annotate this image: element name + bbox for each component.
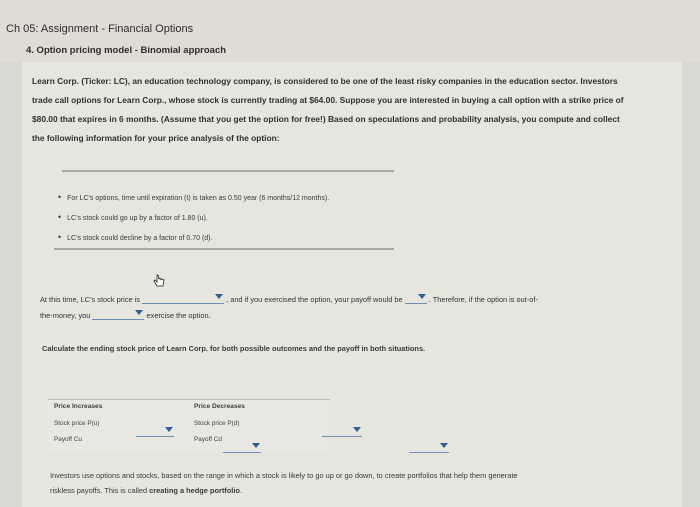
row-label-payoff-down: Payoff Cd [194,436,222,443]
payoff-up-dropdown[interactable] [223,442,261,453]
row-label-payoff-up: Payoff Cu [54,436,82,443]
hedge-portfolio-term: creating a hedge portfolio [149,486,240,495]
question-text: , and if you exercised the option, your payoff would be [226,295,403,304]
chevron-down-icon [418,294,426,299]
intro-line: $80.00 that expires in 6 months. (Assume that you get the option for free!) Based on speculations and probability analysis, you compute and collect [32,114,620,124]
chevron-down-icon [135,310,143,315]
col-header-increase: Price Increases [54,403,103,410]
chevron-down-icon [440,443,448,448]
stock-price-dropdown[interactable] [142,293,224,304]
calc-instruction: Calculate the ending stock price of Learn Corp. for both possible outcomes and the payoff in both situations. [42,344,426,353]
list-item: • LC's stock could go up by a factor of 1.80 (u). [58,208,329,228]
assignment-header [0,0,700,62]
footer-text-prefix: riskless payoffs. This is called [50,486,148,495]
footer-line: Investors use options and stocks, based on the range in which a stock is likely to go up or go down, to create portfolios that help them generate [50,471,518,480]
section-title: 4. Option pricing model - Binomial approach [26,45,227,56]
question-text: exercise the option. [146,311,211,320]
payoff-down-dropdown[interactable] [409,442,449,453]
chevron-down-icon [215,294,223,299]
question-sentence-cont [40,309,680,320]
chevron-down-icon [165,427,173,432]
footer-text [50,468,670,498]
list-item: • For LC's options, time until expiration (t) is taken as 0.50 year (6 months/12 months). [58,188,329,208]
footer-text-suffix: . [239,486,242,495]
question-sentence [40,293,680,304]
row-label-stock-down: Stock price P(d) [194,420,240,427]
question-text: . Therefore, if the option is out-of- [428,295,538,304]
question-panel [22,62,682,507]
col-header-decrease: Price Decreases [194,403,245,410]
hand-cursor-icon [153,274,165,288]
assignment-title: Ch 05: Assignment - Financial Options [6,23,194,35]
chevron-down-icon [252,443,260,448]
assumptions-list [42,188,329,248]
row-label-stock-up: Stock price P(u) [54,420,100,427]
chevron-down-icon [353,427,361,432]
divider [54,248,394,250]
intro-paragraph [32,72,680,148]
intro-line: trade call options for Learn Corp., whose stock is currently trading at $64.00. Suppose you are interested in buying a call option with a strike price of [32,95,624,105]
payoff-dropdown[interactable] [405,293,427,304]
payoff-table [48,399,330,452]
footer-line [50,483,670,498]
intro-line: Learn Corp. (Ticker: LC), an education technology company, is considered to be one of the least risky companies in the education sector. Investors [32,76,618,86]
stock-price-down-dropdown[interactable] [322,426,362,437]
list-item: • LC's stock could decline by a factor of 0.70 (d). [58,228,329,248]
question-text: the-money, you [40,311,91,320]
divider [62,170,394,172]
intro-line: the following information for your price analysis of the option: [32,133,280,143]
stock-price-up-dropdown[interactable] [136,426,174,437]
exercise-dropdown[interactable] [92,309,144,320]
question-text: At this time, LC's stock price is [40,295,140,304]
